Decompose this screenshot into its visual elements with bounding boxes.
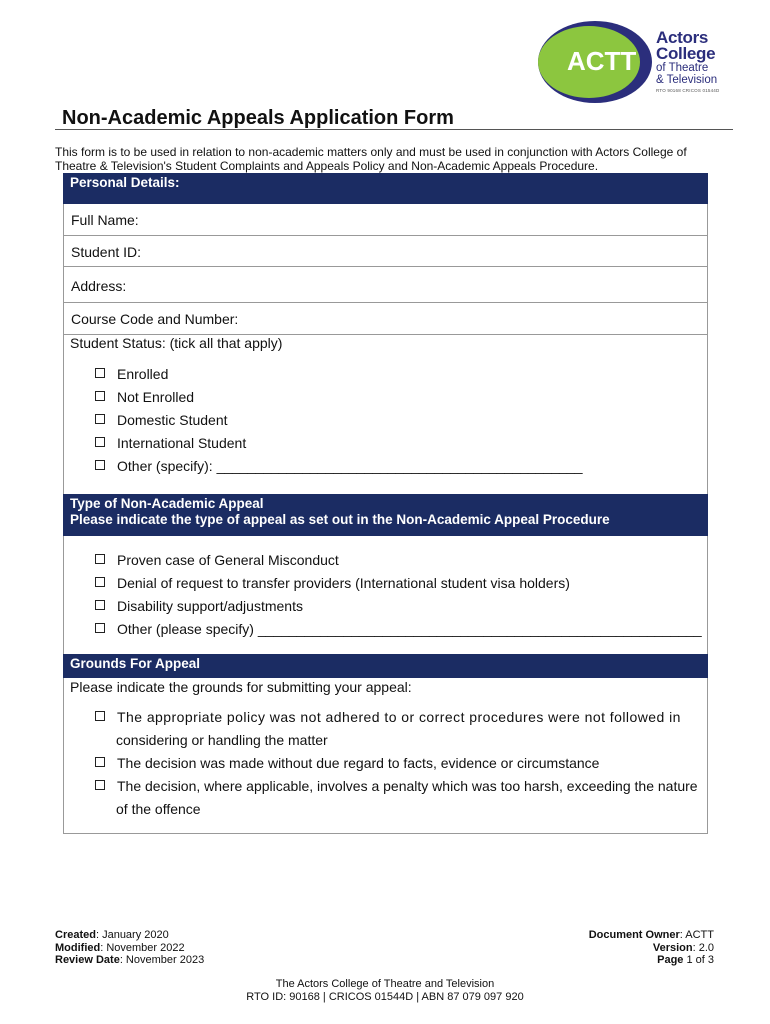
grounds-option-policy[interactable] [95,709,681,725]
status-option-not-enrolled[interactable] [95,389,194,405]
owner-value: : ACTT [679,929,714,941]
review-label: Review Date [55,954,120,966]
footer-dates [55,929,204,967]
checkbox[interactable] [95,600,105,610]
page-label: Page [657,954,684,966]
option-label: Denial of request to transfer providers (International student visa holders) [117,575,570,591]
checkbox[interactable] [95,368,105,378]
course-field[interactable] [64,303,707,335]
appeal-option-disability[interactable] [95,598,303,614]
appeal-option-transfer[interactable] [95,575,570,591]
student-id-field[interactable] [64,236,707,267]
status-option-domestic[interactable] [95,412,228,428]
grounds-heading: Grounds For Appeal [63,654,708,678]
full-name-label: Full Name: [71,212,139,228]
option-label: Enrolled [117,366,169,382]
appeal-type-heading-line2: Please indicate the type of appeal as set out in the Non-Academic Appeal Procedure [70,512,610,527]
appeal-type-heading [63,494,708,536]
student-id-label: Student ID: [71,244,142,260]
full-name-field[interactable] [64,204,707,236]
status-option-enrolled[interactable] [95,366,168,382]
option-label: The decision was made without due regard to facts, evidence or circumstance [117,755,600,771]
address-label: Address: [71,278,127,294]
checkbox[interactable] [95,711,105,721]
option-label: Other (please specify) _________________________________________________________ [117,621,702,637]
grounds-option-policy-cont: considering or handling the matter [116,732,328,748]
checkbox[interactable] [95,414,105,424]
checkbox[interactable] [95,757,105,767]
created-label: Created [55,929,96,941]
footer-organisation [0,978,770,1003]
footer-document-info [589,929,714,967]
option-label: Not Enrolled [117,389,195,405]
intro-text: This form is to be used in relation to non-academic matters only and must be used in conjunction with Actors College of Theatre & Television's Student Complaints and Appeals Policy and Non-Academic Appeals Procedure. [55,145,687,173]
logo-line: of Theatre [656,62,709,74]
status-option-other[interactable] [95,458,583,474]
appeal-option-misconduct[interactable] [95,552,339,568]
checkbox[interactable] [95,623,105,633]
appeal-type-heading-line1: Type of Non-Academic Appeal [70,496,264,511]
logo-line: Actors [656,28,709,47]
modified-label: Modified [55,941,101,954]
option-label: International Student [117,435,247,451]
option-label: Other (specify): _______________________________________________ [117,458,583,474]
option-label: Domestic Student [117,412,228,428]
checkbox[interactable] [95,554,105,564]
checkbox[interactable] [95,577,105,587]
student-status-label: Student Status: (tick all that apply) [70,335,283,351]
review-value: : November 2023 [119,954,205,966]
logo-wordmark [656,30,719,93]
grounds-label: Please indicate the grounds for submitting your appeal: [70,679,412,695]
option-label: The decision, where applicable, involves a penalty which was too harsh, exceeding the nature [117,778,698,794]
checkbox[interactable] [95,437,105,447]
logo-line: & Television [656,74,718,86]
logo-mark-text: ACTT [567,46,637,76]
grounds-option-penalty-cont: of the offence [116,801,201,817]
option-label: Proven case of General Misconduct [117,552,339,568]
checkbox[interactable] [95,391,105,401]
page-value: 1 of 3 [683,954,714,966]
option-label: The appropriate policy was not adhered to or correct procedures were not followed in [117,709,681,725]
status-option-international[interactable] [95,435,246,451]
course-label: Course Code and Number: [71,311,239,327]
title-divider [55,129,733,130]
version-value: : 2.0 [692,941,714,954]
modified-value: : November 2022 [100,941,185,954]
option-label: Disability support/adjustments [117,598,303,614]
version-label: Version [652,941,693,954]
owner-label: Document Owner [588,929,680,941]
logo-registration: RTO 90168 CRICOS 01544D [656,88,720,93]
personal-details-heading: Personal Details: [63,173,708,204]
grounds-option-evidence[interactable] [95,755,599,771]
page-title: Non-Academic Appeals Application Form [62,107,454,129]
grounds-option-penalty[interactable] [95,778,698,794]
checkbox[interactable] [95,780,105,790]
created-value: : January 2020 [95,929,169,941]
checkbox[interactable] [95,460,105,470]
organisation-ids: RTO ID: 90168 | CRICOS 01544D | ABN 87 079 097 920 [246,990,524,1003]
appeal-option-other[interactable] [95,621,702,637]
organisation-name: The Actors College of Theatre and Television [275,978,495,990]
address-field[interactable] [64,267,707,303]
logo-line: College [656,44,716,63]
